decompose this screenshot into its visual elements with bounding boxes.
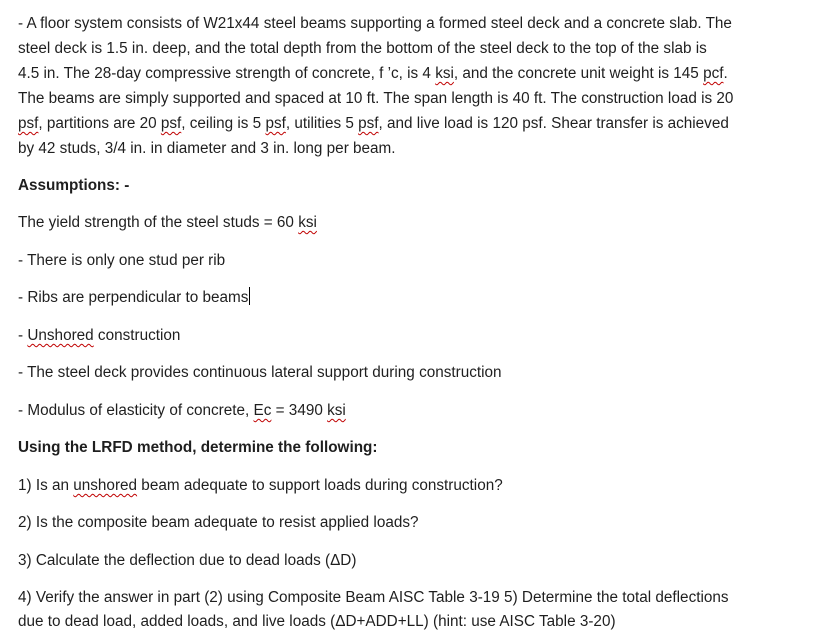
spellcheck-word[interactable]: ksi xyxy=(298,214,317,231)
text-cursor xyxy=(249,287,250,305)
assumptions-heading: Assumptions: - xyxy=(18,177,130,194)
question-4-line-2: due to dead load, added loads, and live loads (ΔD+ADD+LL) (hint: use AISC Table 3-20) xyxy=(18,613,616,630)
problem-line-2: steel deck is 1.5 in. deep, and the total depth from the bottom of the steel deck to the top of the slab is xyxy=(18,40,707,57)
spellcheck-word[interactable]: ksi xyxy=(435,65,454,82)
question-4-line-1: 4) Verify the answer in part (2) using Composite Beam AISC Table 3-19 5) Determine the total deflections xyxy=(18,589,729,606)
spellcheck-word[interactable]: psf xyxy=(18,115,39,132)
spellcheck-word[interactable]: psf xyxy=(358,115,379,132)
spellcheck-word[interactable]: pcf xyxy=(703,65,724,82)
assumption-one-stud: - There is only one stud per rib xyxy=(18,252,226,269)
spellcheck-word[interactable]: Unshored xyxy=(27,327,94,344)
assumption-modulus: - Modulus of elasticity of concrete, Ec = 3490 ksi xyxy=(18,402,346,419)
questions-heading: Using the LRFD method, determine the following: xyxy=(18,439,378,456)
assumption-lateral-support: - The steel deck provides continuous lateral support during construction xyxy=(18,364,502,381)
problem-line-5: psf, partitions are 20 psf, ceiling is 5 psf, utilities 5 psf, and live load is 120 psf. Shear transfer is achieved xyxy=(18,115,729,132)
assumption-unshored: - Unshored construction xyxy=(18,327,181,344)
spellcheck-word[interactable]: psf xyxy=(265,115,286,132)
problem-line-6: by 42 studs, 3/4 in. in diameter and 3 in. long per beam. xyxy=(18,140,396,157)
problem-line-4: The beams are simply supported and spaced at 10 ft. The span length is 40 ft. The construction load is 20 xyxy=(18,90,734,107)
assumption-ribs: - Ribs are perpendicular to beams xyxy=(18,289,249,306)
spellcheck-word[interactable]: ksi xyxy=(327,402,346,419)
problem-line-3: 4.5 in. The 28-day compressive strength of concrete, f ’c, is 4 ksi, and the concrete unit weight is 145 pcf. xyxy=(18,65,728,82)
spellcheck-word[interactable]: unshored xyxy=(73,477,138,494)
problem-line-1: - A floor system consists of W21x44 steel beams supporting a formed steel deck and a concrete slab. The xyxy=(18,15,732,32)
question-2: 2) Is the composite beam adequate to resist applied loads? xyxy=(18,514,419,531)
question-3: 3) Calculate the deflection due to dead loads (ΔD) xyxy=(18,552,357,569)
question-1: 1) Is an unshored beam adequate to support loads during construction? xyxy=(18,477,503,494)
spellcheck-word[interactable]: psf xyxy=(160,115,182,132)
spellcheck-word[interactable]: Ec xyxy=(253,402,272,419)
assumption-stud-strength: The yield strength of the steel studs = 60 ksi xyxy=(18,214,317,231)
